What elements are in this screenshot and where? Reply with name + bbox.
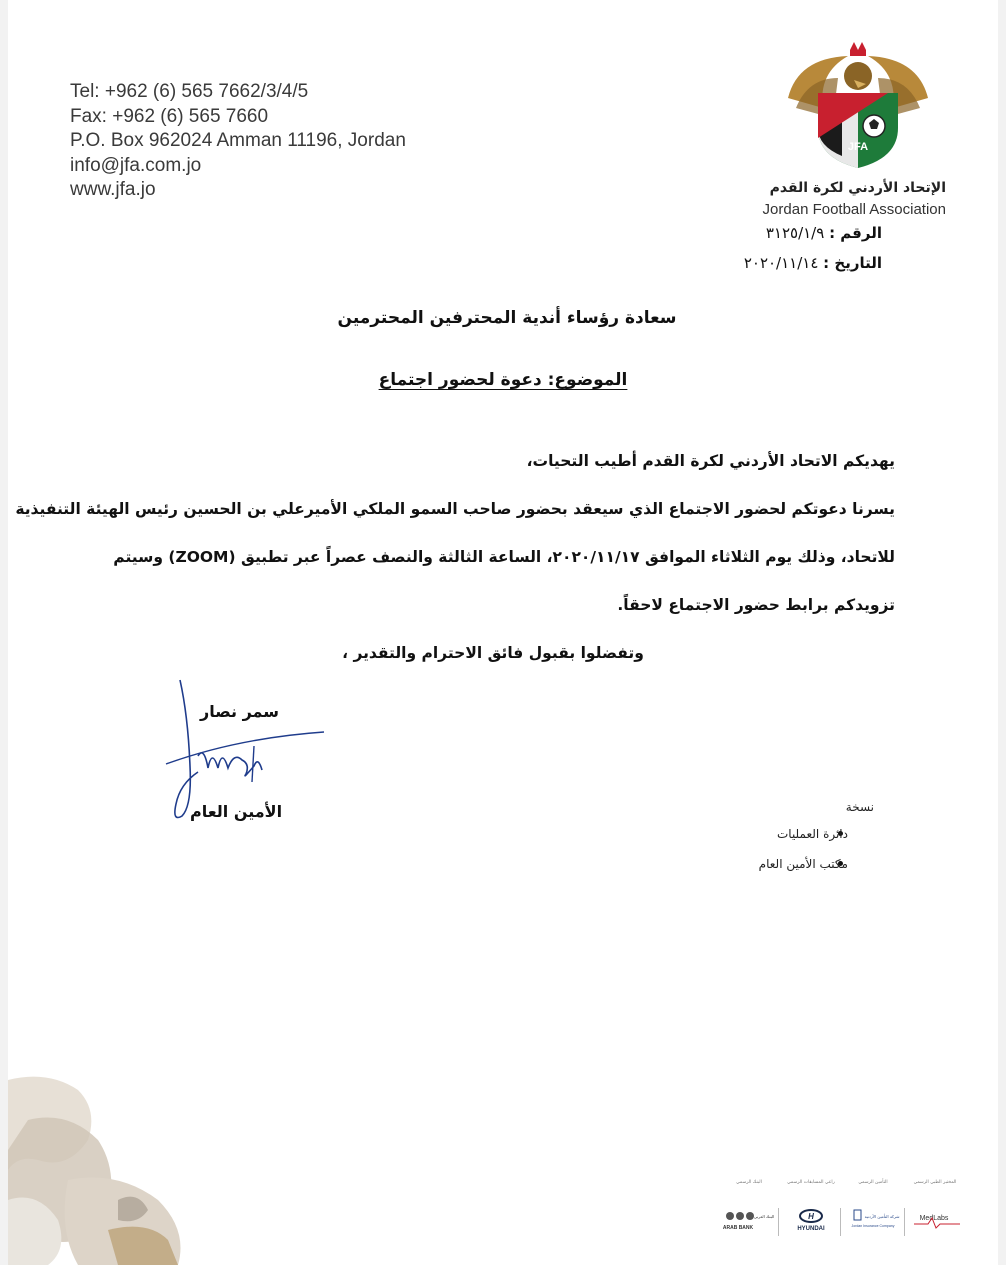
arab-bank-sub: البنك العربي (753, 1214, 775, 1219)
contact-block (70, 80, 406, 203)
contact-email[interactable]: info@jfa.com.jo (70, 154, 202, 176)
sponsor-caption: راعي المسابقات الرسمي (787, 1180, 835, 1185)
decorative-map-watermark-icon (8, 1060, 208, 1265)
contact-website[interactable]: www.jfa.jo (70, 179, 156, 200)
body-line-link: تزويدكم برابط حضور الاجتماع لاحقاً. (617, 596, 895, 614)
body-line-invitation: يسرنا دعوتكم لحضور الاجتماع الذي سيعقد بحضور صاحب السمو الملكي الأميرعلي بن الحسين رئيس الهيئة التنفيذية (15, 500, 895, 518)
sponsor-divider (904, 1208, 905, 1236)
ref-value: ٣١٢٥/١/٩ (765, 224, 825, 242)
closing-line (8, 644, 998, 662)
contact-address: P.O. Box 962024 Amman 11196, Jordan (70, 130, 406, 151)
signer-name: سمر نصار (200, 702, 279, 721)
arab-bank-logo-icon (720, 1208, 778, 1234)
medlabs-name: MedLabs (919, 1215, 949, 1222)
sponsor-caption: المختبر الطبي الرسمي (913, 1180, 957, 1185)
copy-item: مكتب الأمين العام (758, 857, 848, 871)
date-value: ٢٠٢٠/١١/١٤ (743, 254, 819, 272)
copies-heading: نسخة (845, 800, 874, 814)
subject-line (8, 370, 998, 390)
arab-bank-name: ARAB BANK (722, 1225, 754, 1231)
insurance-sub: شركة التأمين الأردنية (864, 1214, 900, 1219)
ref-label: الرقم : (829, 224, 882, 242)
subject-text: الموضوع: دعوة لحضور اجتماع (378, 370, 628, 390)
letter-date (744, 254, 882, 272)
addressee (8, 308, 998, 328)
body-line-details: للاتحاد، وذلك يوم الثلاثاء الموافق ٢٠٢٠/١١/١٧، الساعة الثالثة والنصف عصراً عبر تطبيق (ZOOM) وسيتم (113, 548, 895, 566)
org-name-en: Jordan Football Association (762, 201, 946, 218)
hyundai-name: HYUNDAI (797, 1226, 825, 1232)
reference-number (766, 224, 882, 242)
jfa-logo-icon (778, 38, 938, 173)
contact-fax: Fax: +962 (6) 565 7660 (70, 105, 269, 127)
copy-item: دائرة العمليات (776, 827, 848, 841)
signer-title: الأمين العام (190, 802, 283, 821)
date-label: التاريخ : (823, 254, 882, 272)
letter-page (8, 0, 998, 1265)
svg-text:H: H (808, 1212, 814, 1221)
sponsor-caption: البنك الرسمي (736, 1180, 762, 1185)
closing-text: وتفضلوا بقبول فائق الاحترام والتقدير ، (342, 644, 644, 662)
sponsor-divider (778, 1208, 779, 1236)
addressee-text: سعادة رؤساء أندية المحترفين المحترمين (337, 308, 677, 328)
sponsors-bar (720, 1180, 970, 1250)
hyundai-logo-icon (782, 1208, 840, 1234)
insurance-name: Jordan Insurance Company (851, 1224, 895, 1228)
medlabs-logo-icon (908, 1208, 966, 1234)
org-name-ar: الإتحاد الأردني لكرة القدم (769, 180, 946, 196)
sponsor-caption: التأمين الرسمي (858, 1180, 888, 1185)
sponsor-divider (840, 1208, 841, 1236)
contact-tel: Tel: +962 (6) 565 7662/3/4/5 (70, 81, 309, 102)
body-greeting: يهديكم الاتحاد الأردني لكرة القدم أطيب التحيات، (526, 452, 895, 470)
jordan-insurance-logo-icon (844, 1208, 902, 1234)
logo-text: JFA (847, 141, 869, 153)
